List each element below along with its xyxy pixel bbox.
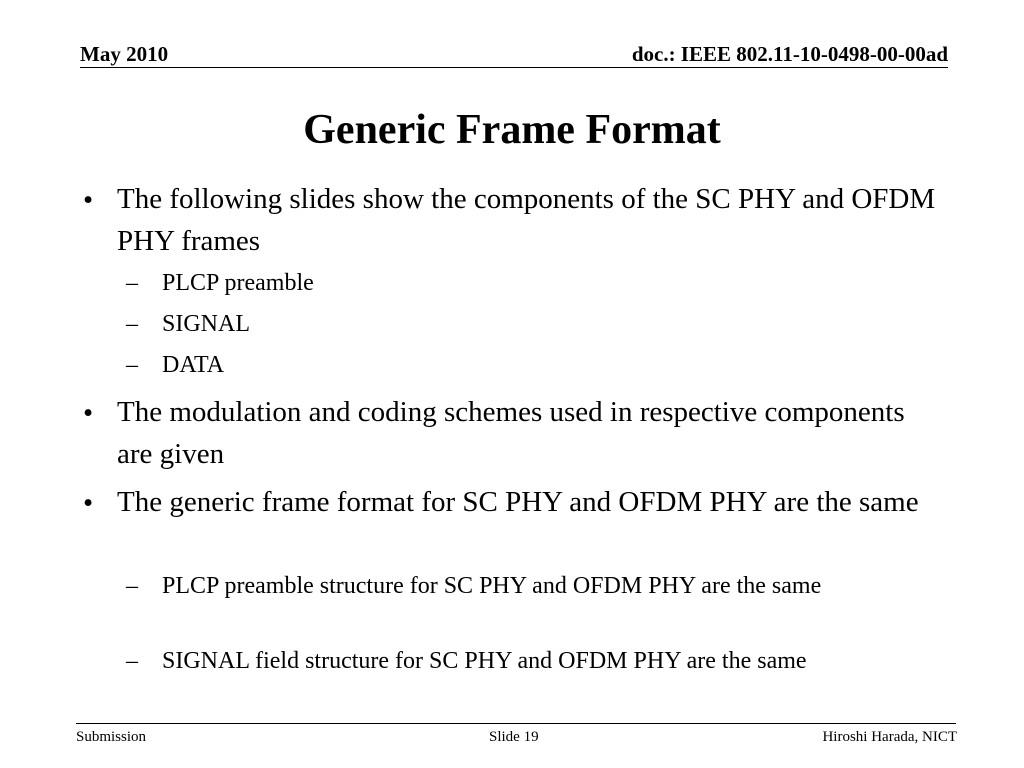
dash-marker: – bbox=[126, 311, 138, 337]
dash-marker: – bbox=[126, 352, 138, 378]
bullet-1-subitem-2: SIGNAL bbox=[162, 311, 250, 337]
bullet-2-text: The modulation and coding schemes used in respective components are given bbox=[117, 396, 905, 470]
footer-slide-number: Slide 19 bbox=[489, 729, 539, 745]
footer-submission: Submission bbox=[76, 729, 147, 745]
dash-marker: – bbox=[126, 648, 138, 674]
slide-title: Generic Frame Format bbox=[303, 107, 721, 153]
header-date: May 2010 bbox=[80, 42, 169, 66]
bullet-marker: • bbox=[83, 184, 94, 216]
bullet-3-subitem-2: SIGNAL field structure for SC PHY and OFDM PHY are the same bbox=[162, 648, 807, 674]
bullet-1-text: The following slides show the components of the SC PHY and OFDM PHY frames bbox=[117, 183, 936, 257]
dash-marker: – bbox=[126, 573, 138, 599]
bullet-3-subitem-1: PLCP preamble structure for SC PHY and OFDM PHY are the same bbox=[162, 573, 822, 599]
footer-divider bbox=[76, 723, 956, 724]
bullet-marker: • bbox=[83, 397, 94, 429]
header-doc-id: doc.: IEEE 802.11-10-0498-00-00ad bbox=[631, 42, 948, 66]
bullet-1-subitem-1: PLCP preamble bbox=[162, 270, 314, 296]
dash-marker: – bbox=[126, 270, 138, 296]
bullet-1-subitem-3: DATA bbox=[162, 352, 225, 378]
footer-author: Hiroshi Harada, NICT bbox=[822, 729, 957, 745]
bullet-marker: • bbox=[83, 487, 94, 519]
bullet-3-text: The generic frame format for SC PHY and OFDM PHY are the same bbox=[117, 486, 919, 518]
